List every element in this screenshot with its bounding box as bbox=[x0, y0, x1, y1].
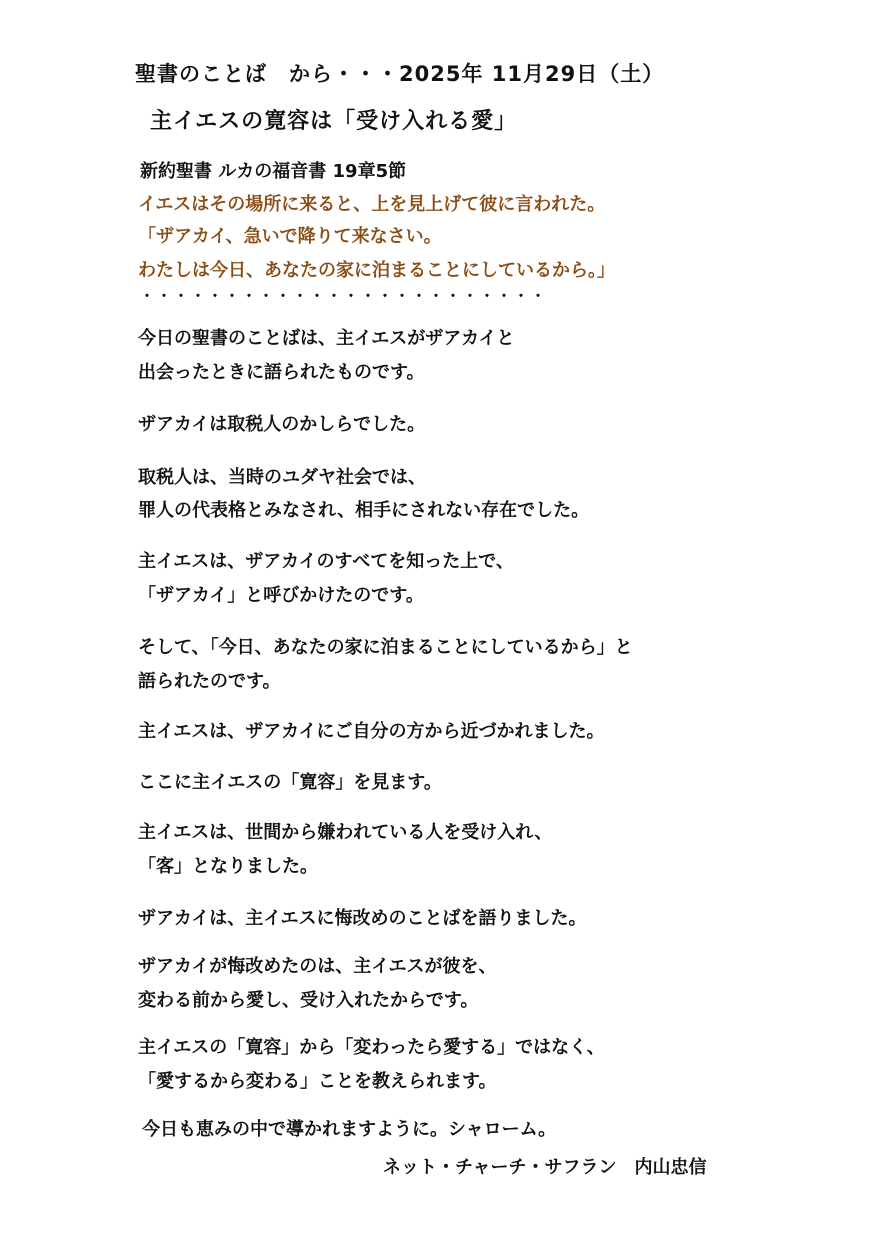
verse-line: 「ザアカイ、急いで降りて来なさい。 bbox=[138, 226, 442, 247]
body-line: 変わる前から愛し、受け入れたからです。 bbox=[138, 990, 479, 1011]
closing-blessing: 今日も恵みの中で導かれますように。シャローム。 bbox=[142, 1119, 557, 1140]
body-line: そして、「今日、あなたの家に泊まることにしているから」と bbox=[138, 637, 633, 658]
body-line: 主イエスは、ザアカイのすべてを知った上で、 bbox=[138, 551, 514, 572]
body-line: ここに主イエスの「寛容」を見ます。 bbox=[138, 772, 442, 793]
body-line: ザアカイは取税人のかしらでした。 bbox=[138, 414, 426, 435]
body-line: 「客」となりました。 bbox=[138, 856, 318, 877]
body-line: 主イエスは、ザアカイにご自分の方から近づかれました。 bbox=[138, 721, 605, 742]
body-line: 主イエスは、世間から嫌われている人を受け入れ、 bbox=[138, 822, 553, 843]
body-line: 語られたのです。 bbox=[138, 671, 281, 692]
dotted-separator: ・・・・・・・・・・・・・・・・・・・・・・・・ bbox=[140, 289, 548, 305]
page-header: 聖書のことば から・・・2025年 11月29日（土） bbox=[135, 62, 665, 86]
verse-line: わたしは今日、あなたの家に泊まることにしているから。」 bbox=[138, 260, 615, 281]
body-line: ザアカイが悔改めたのは、主イエスが彼を、 bbox=[138, 956, 497, 977]
body-line: ザアカイは、主イエスに悔改めのことばを語りました。 bbox=[138, 908, 587, 929]
body-line: 取税人は、当時のユダヤ社会では、 bbox=[138, 467, 426, 488]
body-line: 出会ったときに語られたものです。 bbox=[138, 362, 425, 383]
body-line: 罪人の代表格とみなされ、相手にされない存在でした。 bbox=[138, 500, 590, 521]
body-line: 「愛するから変わる」ことを教えられます。 bbox=[138, 1071, 497, 1092]
author-signature: ネット・チャーチ・サフラン 内山忠信 bbox=[383, 1157, 707, 1178]
page-title: 主イエスの寛容は「受け入れる愛」 bbox=[150, 109, 518, 134]
scripture-reference: 新約聖書 ルカの福音書 19章5節 bbox=[140, 161, 407, 182]
verse-line: イエスはその場所に来ると、上を見上げて彼に言われた。 bbox=[138, 194, 606, 215]
body-line: 主イエスの「寛容」から「変わったら愛する」ではなく、 bbox=[138, 1037, 605, 1058]
body-line: 今日の聖書のことばは、主イエスがザアカイと bbox=[138, 328, 515, 349]
body-line: 「ザアカイ」と呼びかけたのです。 bbox=[138, 585, 424, 606]
